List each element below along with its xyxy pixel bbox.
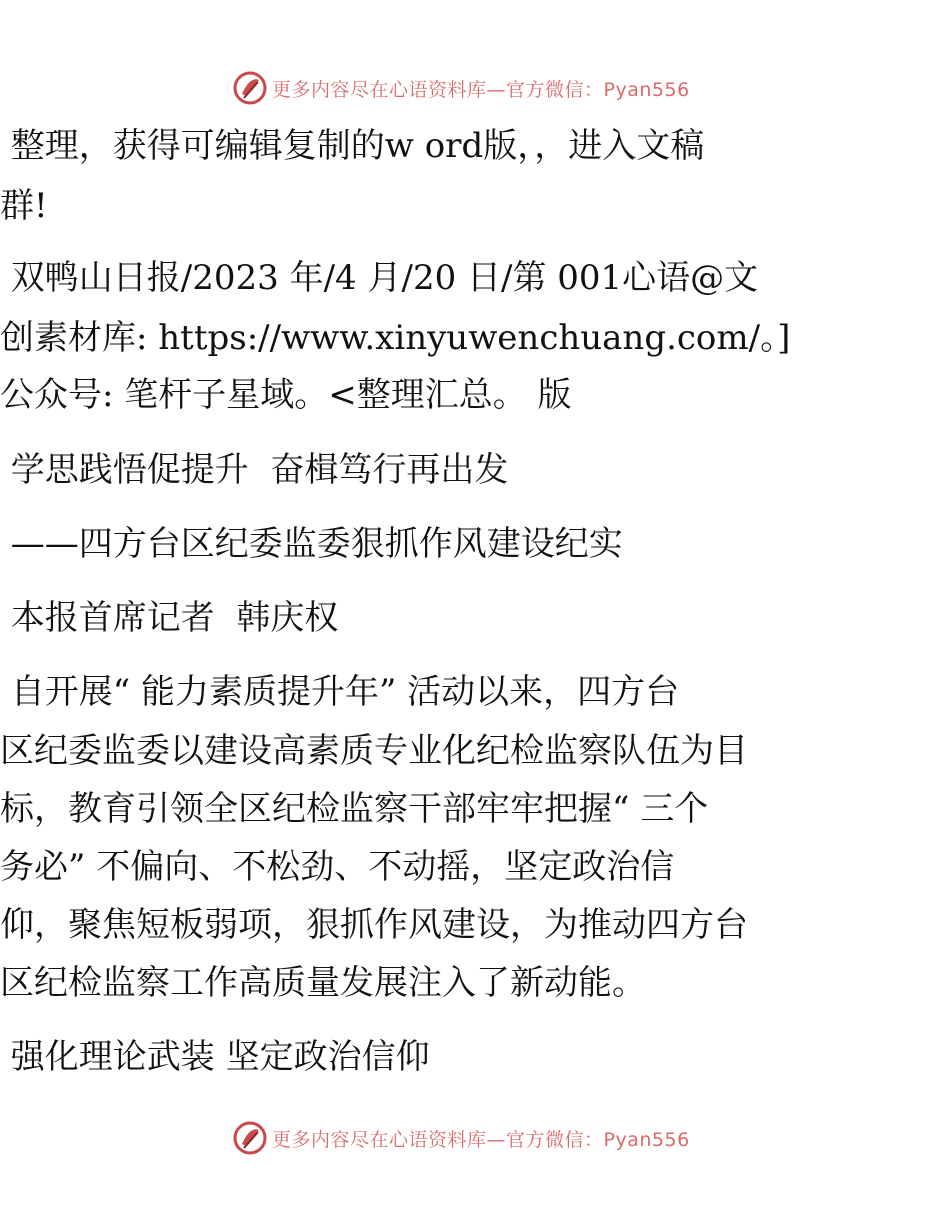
- watermark-banner-bottom: [0, 1120, 950, 1160]
- text-line: 双鸭山日报/2023 年/4 月/20 日/第 001心语@文: [0, 258, 759, 298]
- brand-logo-icon: [232, 70, 268, 106]
- watermark-text: [272, 1125, 690, 1152]
- text-line: 标，教育引领全区纪检监察干部牢牢把握“ 三个: [0, 789, 709, 829]
- watermark-label: 更多内容尽在心语资料库—官方微信：: [272, 79, 604, 101]
- text-line: 公众号: 笔杆子星域。<整理汇总。 版: [0, 375, 572, 415]
- text-line: 创素材库: https://www.xinyuwenchuang.com/。]: [0, 318, 791, 358]
- text-line: 区纪检监察工作高质量发展注入了新动能。: [0, 963, 646, 1003]
- text-line: 务必” 不偏向、不松劲、不动摇，坚定政治信: [0, 847, 675, 887]
- watermark-text: [272, 75, 690, 102]
- text-line: 群!: [0, 186, 48, 226]
- text-line: 自开展“ 能力素质提升年” 活动以来，四方台: [0, 672, 680, 712]
- watermark-banner-top: [0, 70, 950, 110]
- section-title: 学思践悟促提升 奋楫笃行再出发: [0, 450, 509, 490]
- text-line: 仰，聚焦短板弱项，狠抓作风建设，为推动四方台: [0, 905, 748, 945]
- brand-logo-icon: [232, 1120, 268, 1156]
- section-heading: 强化理论武装 坚定政治信仰: [0, 1037, 430, 1077]
- text-line: 区纪委监委以建设高素质专业化纪检监察队伍为目: [0, 731, 748, 771]
- section-subtitle: ——四方台区纪委监委狠抓作风建设纪实: [0, 524, 623, 564]
- byline: 本报首席记者 韩庆权: [0, 598, 339, 638]
- watermark-label: 更多内容尽在心语资料库—官方微信：: [272, 1129, 604, 1151]
- watermark-wechat-id: Pyan556: [603, 79, 690, 101]
- watermark-wechat-id: Pyan556: [603, 1129, 690, 1151]
- text-line: 整理，获得可编辑复制的w ord版，，进入文稿: [0, 126, 705, 166]
